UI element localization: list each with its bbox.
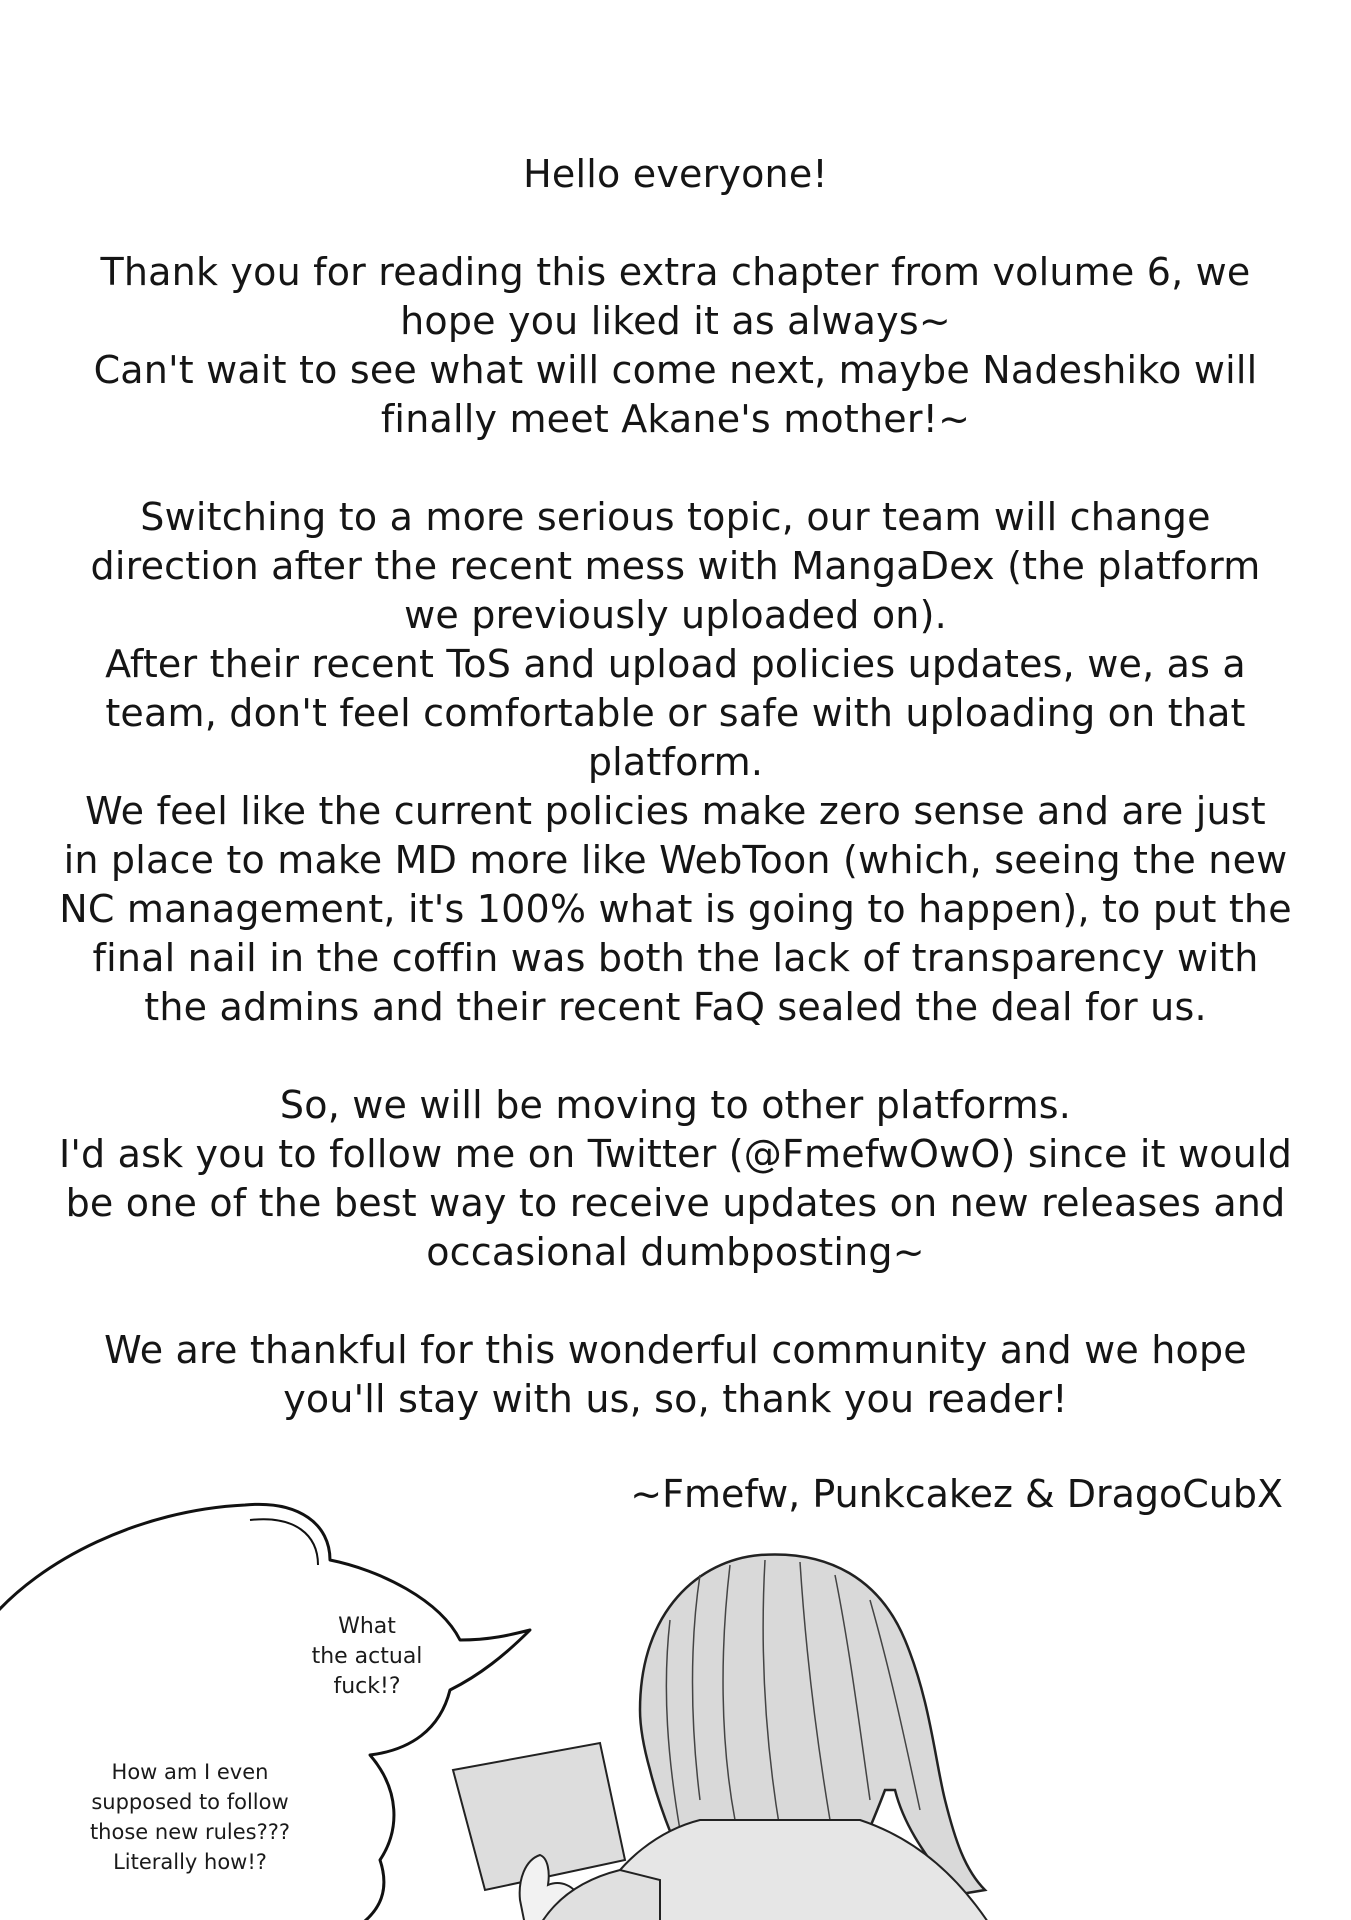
paragraph-gap	[40, 199, 1311, 248]
bubble-line: fuck!?	[333, 1674, 401, 1699]
note-line: direction after the recent mess with MangaDex (the platform	[90, 544, 1261, 588]
bubble-line: those new rules???	[89, 1820, 291, 1844]
note-line: NC management, it's 100% what is going to happen), to put the	[59, 887, 1292, 931]
note-line: you'll stay with us, so, thank you reader!	[283, 1377, 1068, 1421]
note-line: Switching to a more serious topic, our team will change	[140, 495, 1211, 539]
note-line: After their recent ToS and upload policies updates, we, as a	[105, 642, 1246, 686]
note-line: I'd ask you to follow me on Twitter (@FmefwOwO) since it would	[58, 1132, 1293, 1176]
bubble-line: What	[338, 1614, 396, 1639]
note-line: We are thankful for this wonderful community and we hope	[104, 1328, 1247, 1372]
greeting-line: Hello everyone!	[523, 152, 828, 196]
note-line: the admins and their recent FaQ sealed the deal for us.	[144, 985, 1207, 1029]
note-line: platform.	[587, 740, 764, 784]
note-line: We feel like the current policies make zero sense and are just	[85, 789, 1266, 833]
note-line: hope you liked it as always~	[400, 299, 951, 343]
bubble-line: How am I even	[111, 1760, 269, 1784]
note-line: be one of the best way to receive updates on new releases and	[65, 1181, 1286, 1225]
bubble-line: supposed to follow	[91, 1790, 289, 1814]
note-line: occasional dumbposting~	[426, 1230, 925, 1274]
note-line: final nail in the coffin was both the lack of transparency with	[92, 936, 1259, 980]
paragraph-gap	[40, 1032, 1311, 1081]
scanlator-note	[40, 150, 1311, 1424]
note-line: Thank you for reading this extra chapter from volume 6, we	[100, 250, 1251, 294]
bubble-line: the actual	[311, 1644, 423, 1669]
note-line: in place to make MD more like WebToon (which, seeing the new	[63, 838, 1288, 882]
paragraph-gap	[40, 444, 1311, 493]
speech-bubble-text-top	[292, 1612, 442, 1702]
note-line: Can't wait to see what will come next, maybe Nadeshiko will	[93, 348, 1258, 392]
signature: ~Fmefw, Punkcakez & DragoCubX	[630, 1472, 1283, 1516]
bubble-line: Literally how!?	[113, 1850, 267, 1874]
note-line: we previously uploaded on).	[404, 593, 947, 637]
paragraph-gap	[40, 1277, 1311, 1326]
note-line: finally meet Akane's mother!~	[380, 397, 971, 441]
note-line: team, don't feel comfortable or safe with uploading on that	[105, 691, 1246, 735]
note-line: So, we will be moving to other platforms.	[279, 1083, 1072, 1127]
speech-bubble-text-bottom	[60, 1757, 320, 1877]
